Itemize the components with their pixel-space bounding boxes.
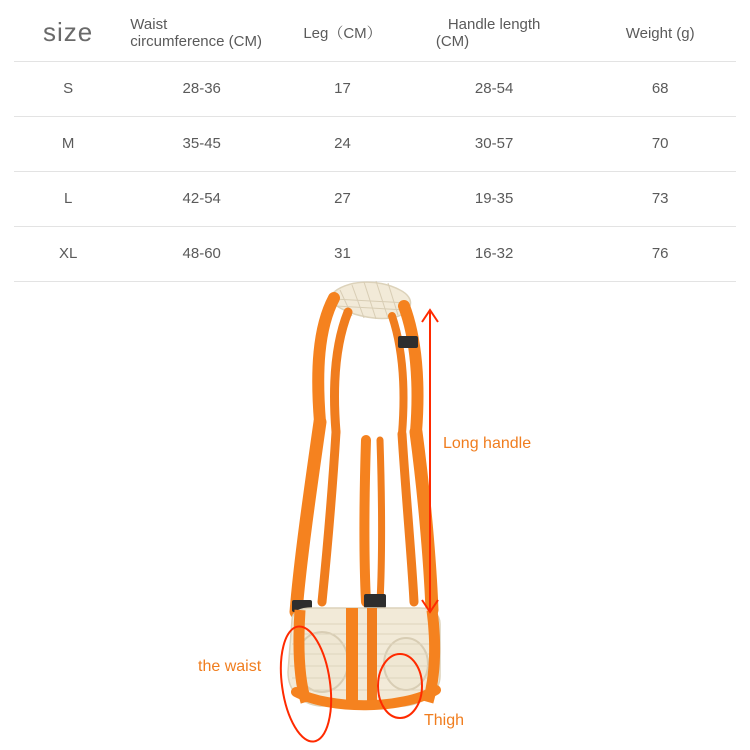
table-row [14, 61, 736, 116]
product-illustration [0, 272, 750, 750]
cell-leg: 27 [281, 171, 404, 226]
label-long-handle: Long handle [443, 435, 532, 452]
cell-size: L [14, 171, 122, 226]
column-header-handle-line1: Handle length [447, 16, 541, 33]
handle-straps-icon [318, 298, 417, 434]
cell-weight: 68 [584, 61, 736, 116]
column-header-size: size [14, 8, 122, 61]
cell-waist: 42-54 [122, 171, 281, 226]
cell-waist: 28-36 [122, 61, 281, 116]
label-thigh: Thigh [424, 712, 465, 729]
cell-waist: 48-60 [122, 226, 281, 281]
table-row [14, 116, 736, 171]
cell-handle: 28-54 [404, 61, 585, 116]
harness-diagram [0, 272, 750, 750]
cell-handle: 19-35 [404, 171, 585, 226]
table-row [14, 171, 736, 226]
table-body [14, 61, 736, 281]
cell-size: XL [14, 226, 122, 281]
cell-waist: 35-45 [122, 116, 281, 171]
cell-weight: 70 [584, 116, 736, 171]
table-header [14, 8, 736, 61]
cell-weight: 73 [584, 171, 736, 226]
table-header-row [14, 8, 736, 61]
cell-size: S [14, 61, 122, 116]
column-header-waist-line2: circumference (CM) [130, 33, 262, 51]
column-header-handle-line2: (CM) [435, 33, 470, 51]
cell-size: M [14, 116, 122, 171]
column-header-leg: Leg（CM） [281, 8, 404, 61]
cell-leg: 17 [281, 61, 404, 116]
column-header-waist-line1: Waist [130, 16, 168, 33]
cell-handle: 30-57 [404, 116, 585, 171]
cell-leg: 24 [281, 116, 404, 171]
size-table [14, 8, 736, 282]
buckle-icon [398, 336, 418, 348]
body-straps-icon [296, 422, 432, 612]
column-header-waist [122, 8, 281, 61]
label-the-waist: the waist [198, 658, 262, 675]
cell-weight: 76 [584, 226, 736, 281]
cell-handle: 16-32 [404, 226, 585, 281]
harness-body-icon [288, 608, 440, 706]
column-header-weight: Weight (g) [584, 8, 736, 61]
cell-leg: 31 [281, 226, 404, 281]
column-header-handle [404, 8, 585, 61]
